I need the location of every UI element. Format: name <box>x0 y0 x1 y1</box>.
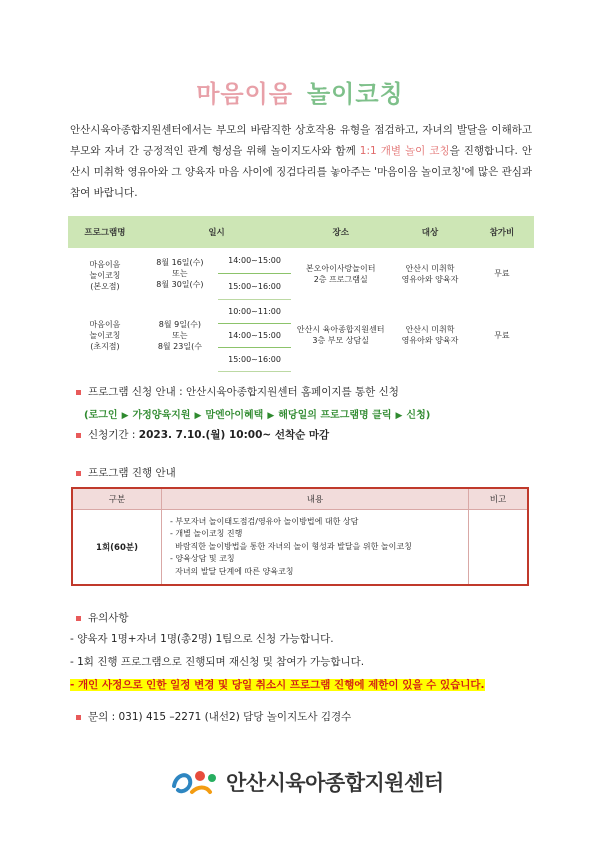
apply-period <box>76 427 329 442</box>
step-click-program: 해당일의 프로그램명 클릭 <box>278 410 392 421</box>
contact-info <box>76 709 351 724</box>
header-fee: 참가비 <box>470 216 534 248</box>
content-cell <box>162 510 469 586</box>
target-cell <box>390 299 470 371</box>
date-cell <box>142 248 218 299</box>
header-place: 장소 <box>291 216 390 248</box>
org-name: 안산시육아종합지원센터 <box>226 771 444 795</box>
program-line: 놀이코칭 <box>89 330 121 340</box>
period-label: 신청기간 : <box>88 429 139 441</box>
target-line: 영유아와 양육자 <box>401 274 459 284</box>
intro-text-before: 안산시육아종합지원센터에서는 부모의 바람직한 상호작용 유형을 점검하고, 자녀의 발달을 이해하고 부모와 자녀 간 긍정적인 관계 형성을 위해 놀이지도사와 함께 <box>70 124 532 157</box>
content-line: - 부모자녀 놀이태도점검/영유아 놀이방법에 대한 상담 <box>170 516 359 526</box>
date-line: 8월 9일(수) <box>158 319 201 329</box>
session-count: 1회(60분) <box>72 510 162 586</box>
program-line: 마음이음 <box>89 319 121 329</box>
place-cell <box>291 299 390 371</box>
progress-table <box>71 487 529 586</box>
intro-highlight: 1:1 개별 놀이 코칭 <box>359 145 450 157</box>
program-line: (본오점) <box>90 281 120 291</box>
time-cell: 15:00~16:00 <box>218 347 291 371</box>
target-line: 안산시 미취학 <box>405 325 455 334</box>
list-item: - 양육자 1명+자녀 1명(총2명) 1팀으로 신청 가능합니다. <box>70 633 334 645</box>
title-part1: 마음이음 <box>196 80 293 108</box>
warning-text: - 개인 사정으로 인한 일정 변경 및 당일 취소시 프로그램 진행에 제한이 있을 수 있습니다. <box>70 679 485 691</box>
step-apply: 신청) <box>406 410 431 421</box>
time-cell: 10:00~11:00 <box>218 299 291 323</box>
target-line: 안산시 미취학 <box>405 263 455 273</box>
date-line: 8월 23일(수 <box>157 341 202 351</box>
header-category: 구분 <box>72 488 162 510</box>
content-line: 자녀의 발달 단계에 따른 양육코칭 <box>170 566 294 576</box>
notes-list <box>70 628 485 697</box>
bullet-square-icon <box>76 433 81 438</box>
arrow-right-icon: ▶ <box>267 411 275 421</box>
date-line: 또는 <box>172 269 188 278</box>
apply-steps <box>84 406 430 421</box>
remarks-cell <box>469 510 529 586</box>
header-program: 프로그램명 <box>68 216 142 248</box>
program-line: (초지점) <box>90 341 120 351</box>
target-cell <box>390 248 470 299</box>
arrow-right-icon: ▶ <box>194 411 202 421</box>
header-target: 대상 <box>390 216 470 248</box>
header-content: 내용 <box>162 488 469 510</box>
table-row <box>68 299 534 323</box>
org-logo-icon <box>170 764 220 800</box>
program-line: 마음이음 <box>89 259 121 269</box>
place-line: 본오아이사랑놀이터 <box>305 263 376 273</box>
program-line: 놀이코칭 <box>89 270 121 280</box>
progress-heading <box>76 465 176 480</box>
intro-paragraph <box>70 120 532 204</box>
header-remarks: 비고 <box>469 488 529 510</box>
place-line: 안산시 육아종합지원센터 <box>296 325 385 334</box>
schedule-header-row <box>68 216 534 248</box>
place-cell <box>291 248 390 299</box>
list-item-warning <box>70 674 485 697</box>
step-login: (로그인 <box>84 410 118 421</box>
content-line: 바람직한 놀이방법을 통한 자녀의 놀이 형성과 발달을 위한 놀이코칭 <box>170 541 412 551</box>
progress-header-row <box>72 488 528 510</box>
step-home-care: 가정양육지원 <box>132 410 191 421</box>
table-row <box>72 510 528 586</box>
time-cell: 15:00~16:00 <box>218 273 291 299</box>
apply-heading-text: 프로그램 신청 안내 : 안산시육아종합지원센터 홈페이지를 통한 신청 <box>88 386 399 398</box>
program-cell <box>68 248 142 299</box>
date-line: 8월 16일(수) <box>156 258 204 267</box>
period-value: 2023. 7.10.(월) 10:00~ 선착순 마감 <box>138 429 330 441</box>
bullet-square-icon <box>76 471 81 476</box>
arrow-right-icon: ▶ <box>121 411 129 421</box>
target-line: 영유아와 양육자 <box>401 336 459 345</box>
arrow-right-icon: ▶ <box>395 411 403 421</box>
place-line: 2층 프로그램실 <box>313 274 368 284</box>
content-line: - 양육상담 및 코칭 <box>170 554 235 564</box>
schedule-table <box>68 216 534 372</box>
bullet-square-icon <box>76 390 81 395</box>
title-part2: 놀이코칭 <box>307 80 404 108</box>
step-benefits: 맘엔아이혜택 <box>205 410 264 421</box>
page-title <box>0 74 600 109</box>
fee-cell: 무료 <box>494 330 510 340</box>
table-row <box>68 248 534 273</box>
notes-heading <box>76 610 129 625</box>
fee-cell: 무료 <box>494 269 510 278</box>
contact-text: 문의 : 031) 415 –2271 (내선2) 담당 놀이지도사 김경수 <box>88 711 352 723</box>
time-cell: 14:00~15:00 <box>218 248 291 273</box>
bullet-square-icon <box>76 616 81 621</box>
date-cell <box>142 299 218 371</box>
date-line: 또는 <box>172 330 188 340</box>
apply-heading <box>76 384 399 399</box>
header-datetime: 일시 <box>142 216 291 248</box>
notes-heading-text: 유의사항 <box>88 612 129 624</box>
progress-heading-text: 프로그램 진행 안내 <box>88 467 176 479</box>
list-item: - 1회 진행 프로그램으로 진행되며 재신청 및 참여가 가능합니다. <box>70 656 365 668</box>
org-logo <box>170 764 444 800</box>
content-line: - 개별 놀이코칭 진행 <box>170 529 243 539</box>
program-cell <box>68 299 142 371</box>
date-line: 8월 30일(수) <box>156 280 204 289</box>
time-cell: 14:00~15:00 <box>218 323 291 347</box>
intro-text-after: 을 진행합니다. 안산시 미취학 영유아와 그 양육자 마음 사이에 징검다리를 놓아주는 '마음이음 놀이코칭'에 많은 관심과 참여 바랍니다. <box>70 145 532 199</box>
bullet-square-icon <box>76 715 81 720</box>
place-line: 3층 부모 상담실 <box>312 336 369 345</box>
